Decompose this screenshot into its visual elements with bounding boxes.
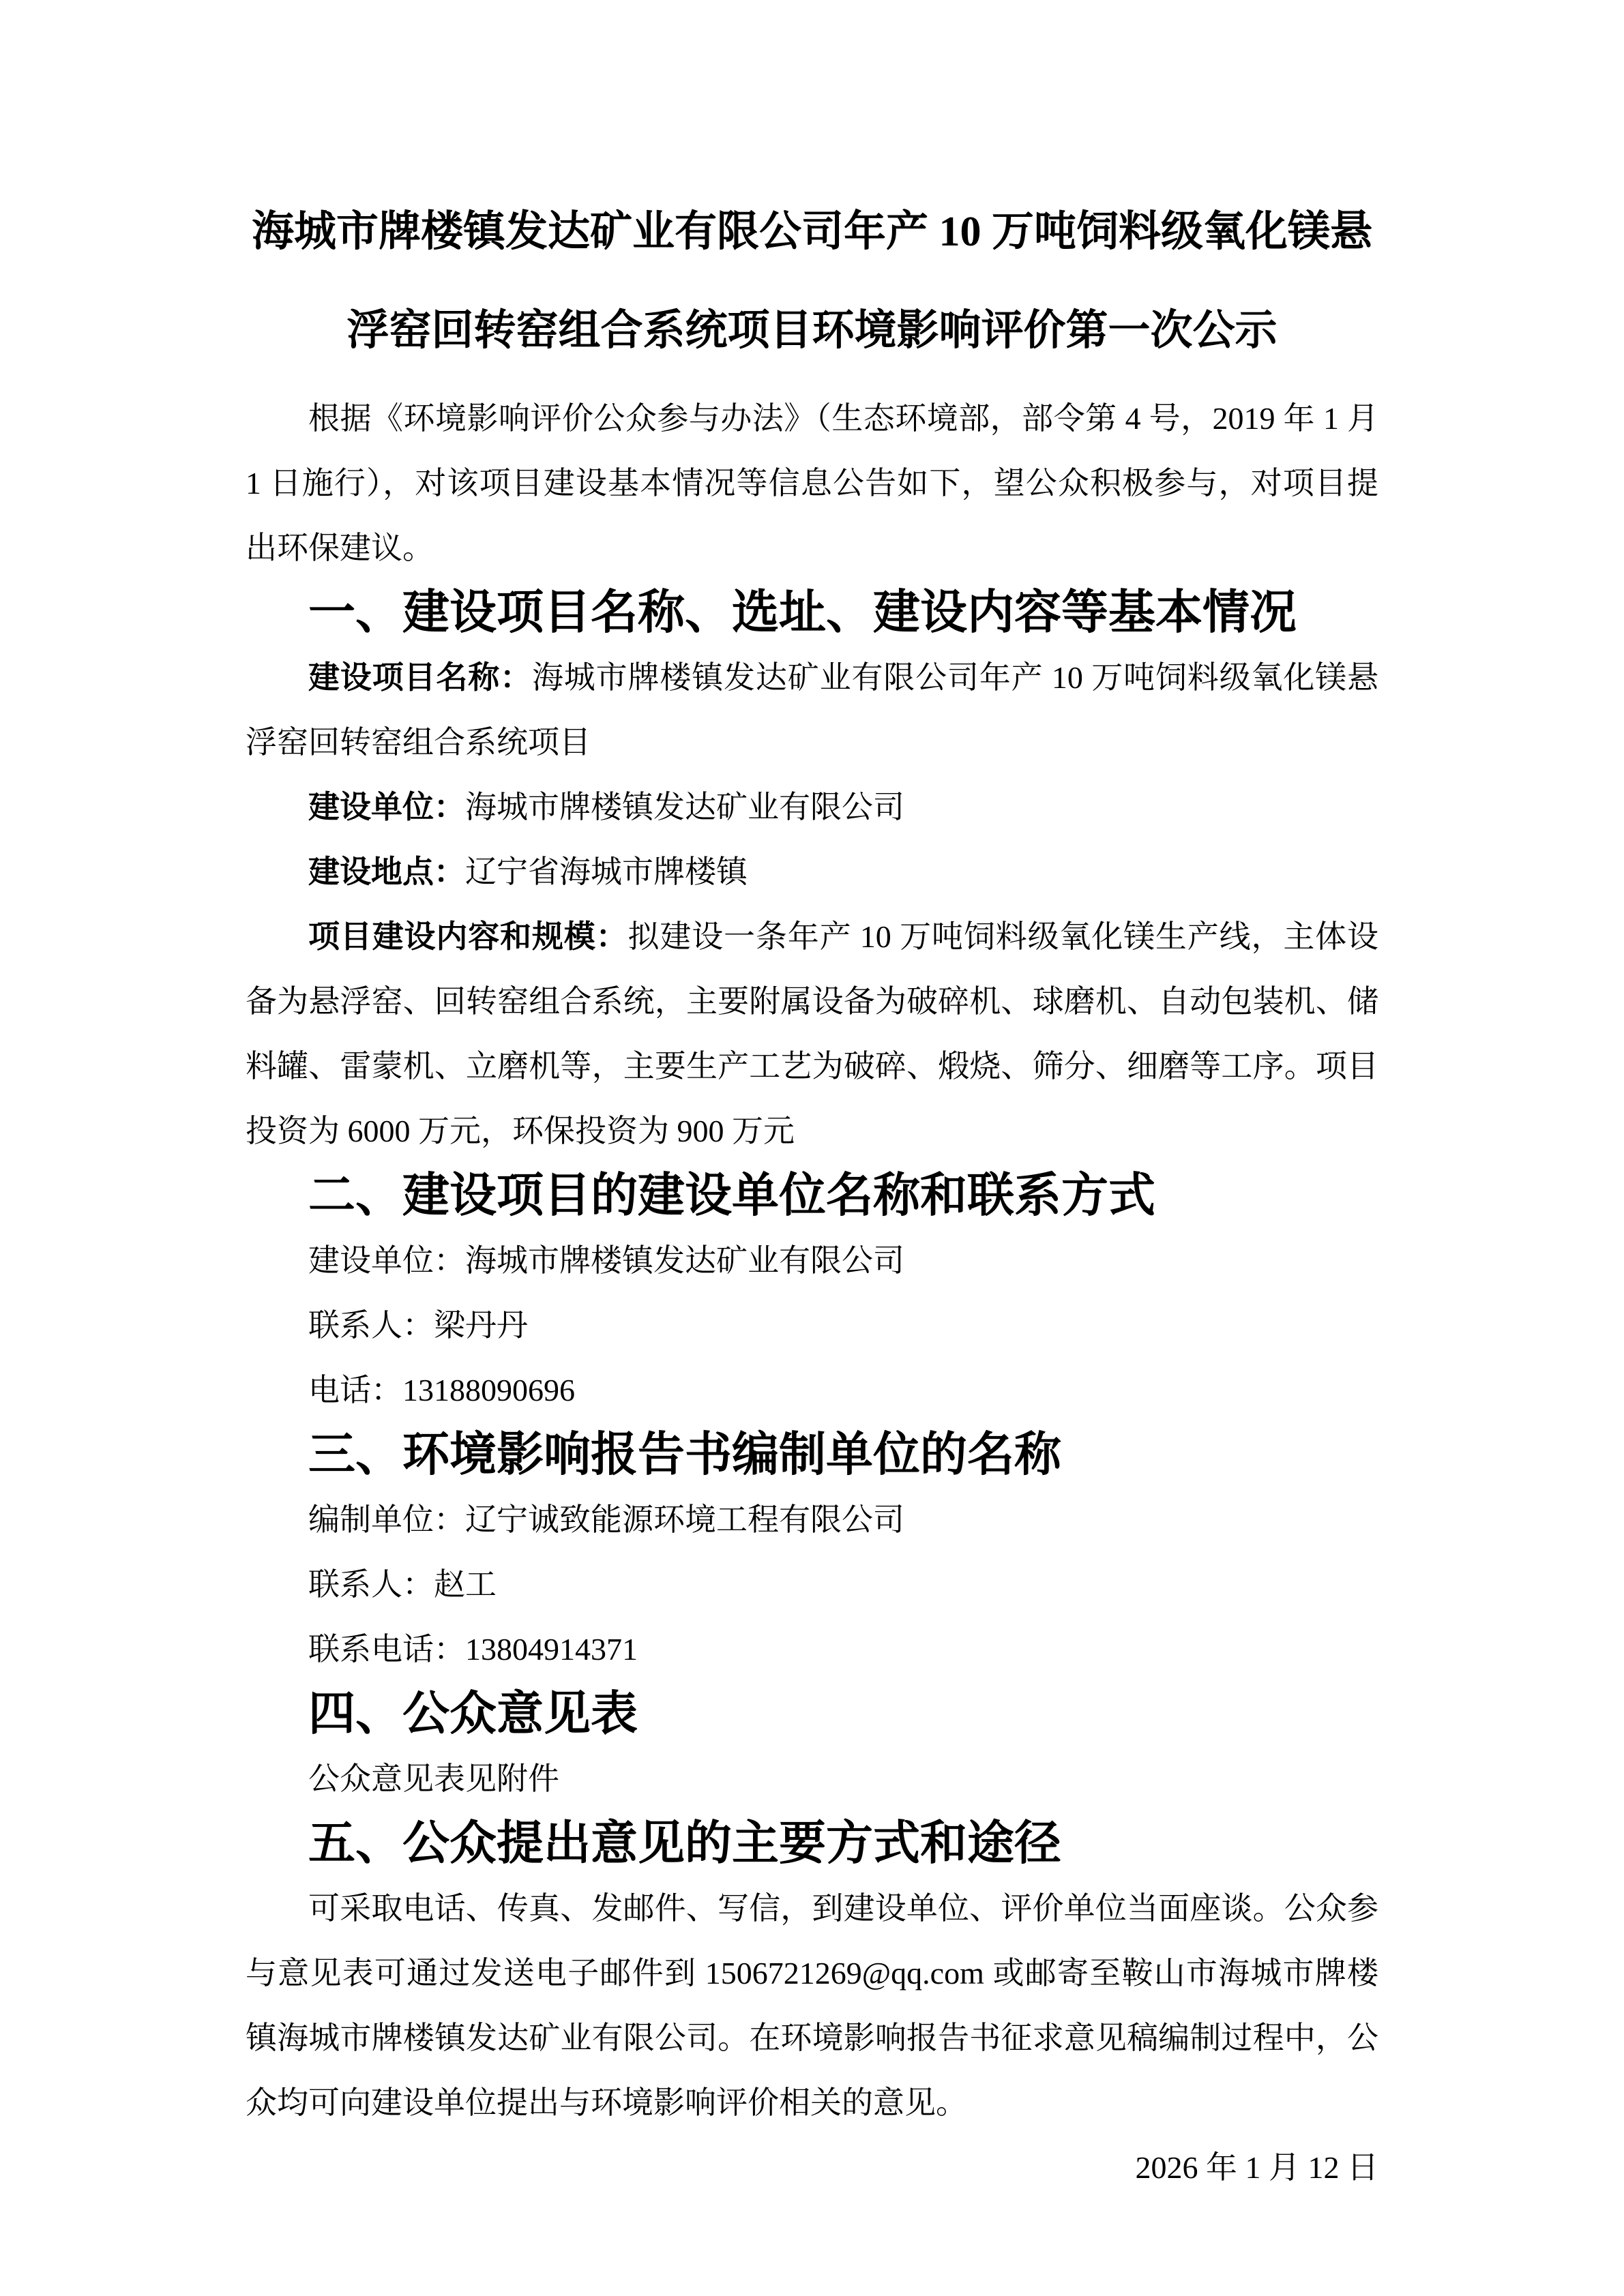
document-title: 海城市牌楼镇发达矿业有限公司年产 10 万吨饲料级氧化镁悬浮窑回转窑组合系统项目环境影响评价第一次公示 xyxy=(251,209,1372,354)
section-2-heading: 二、建设项目的建设单位名称和联系方式 xyxy=(308,1169,1155,1221)
section-1-heading: 一、建设项目名称、选址、建设内容等基本情况 xyxy=(308,586,1297,638)
section-3-unit: 编制单位：辽宁诚致能源环境工程有限公司 xyxy=(308,1502,904,1537)
intro-paragraph: 根据《环境影响评价公众参与办法》（生态环境部，部令第 4 号，2019 年 1 月 1 日施行），对该项目建设基本情况等信息公告如下，望公众积极参与，对项目提出环保建议。 xyxy=(246,401,1378,565)
field-project-name-label: 建设项目名称： xyxy=(308,660,532,695)
section-5-body: 可采取电话、传真、发邮件、写信，到建设单位、评价单位当面座谈。公众参与意见表可通过发送电子邮件到 1506721269@qq.com 或邮寄至鞍山市海城市牌楼镇海城市牌楼镇发达矿业有限公司。在环境影响报告书征求意见稿编制过程中，公众均可向建设单位提出与环境影响评价相关的意见。 xyxy=(246,1891,1378,2120)
field-location xyxy=(246,839,1378,904)
field-location-value: 辽宁省海城市牌楼镇 xyxy=(465,854,748,889)
field-builder-label: 建设单位： xyxy=(308,790,465,824)
section-3-heading: 三、环境影响报告书编制单位的名称 xyxy=(308,1429,1061,1480)
section-4-heading: 四、公众意见表 xyxy=(308,1688,638,1740)
section-5-heading: 五、公众提出意见的主要方式和途径 xyxy=(308,1817,1061,1869)
field-project-name xyxy=(246,645,1378,775)
section-2-contact: 联系人：梁丹丹 xyxy=(308,1308,528,1343)
section-3-contact: 联系人：赵工 xyxy=(308,1567,497,1602)
field-scale-label: 项目建设内容和规模： xyxy=(308,919,628,954)
field-scale xyxy=(246,904,1378,1163)
field-location-label: 建设地点： xyxy=(308,854,465,889)
field-project-name-value: 海城市牌楼镇发达矿业有限公司年产 10 万吨饲料级氧化镁悬浮窑回转窑组合系统项目 xyxy=(246,660,1379,760)
section-3-phone: 联系电话：13804914371 xyxy=(308,1632,638,1667)
field-builder-value: 海城市牌楼镇发达矿业有限公司 xyxy=(465,790,904,824)
section-2-builder: 建设单位：海城市牌楼镇发达矿业有限公司 xyxy=(308,1243,904,1278)
document-date: 2026 年 1 月 12 日 xyxy=(1135,2150,1378,2185)
section-2-phone: 电话：13188090696 xyxy=(308,1373,575,1407)
field-scale-value: 拟建设一条年产 10 万吨饲料级氧化镁生产线，主体设备为悬浮窑、回转窑组合系统，主要附属设备为破碎机、球磨机、自动包装机、储料罐、雷蒙机、立磨机等，主要生产工艺为破碎、煅烧、筛分、细磨等工序。项目投资为 6000 万元，环保投资为 900 万元 xyxy=(246,919,1379,1148)
field-builder xyxy=(246,775,1378,839)
section-4-body: 公众意见表见附件 xyxy=(308,1761,559,1796)
